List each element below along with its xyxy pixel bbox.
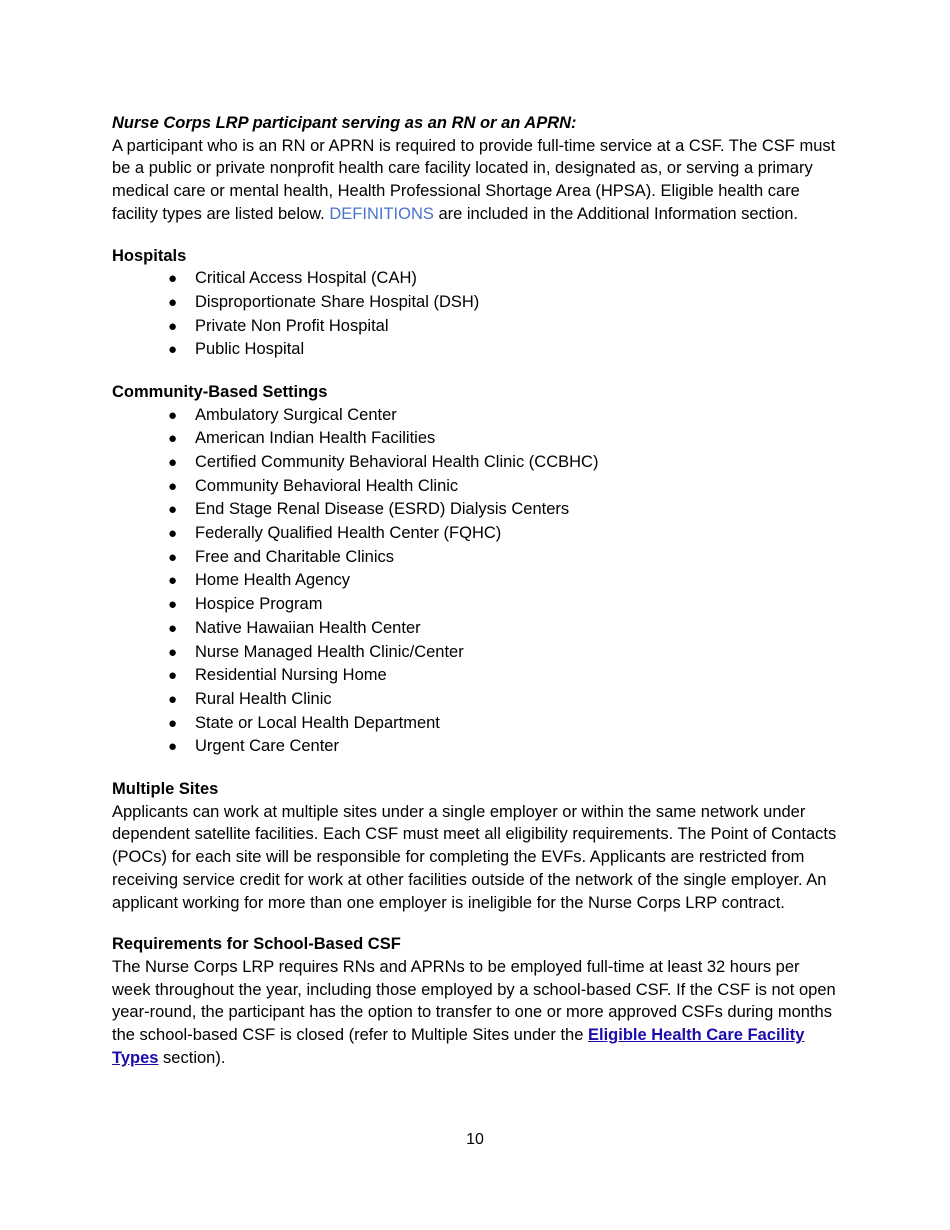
list-item: ● Federally Qualified Health Center (FQHC) [112,522,837,546]
list-item: ● Community Behavioral Health Clinic [112,475,837,499]
bullet-icon: ● [168,430,178,448]
bullet-icon: ● [168,454,178,472]
eligible-facility-types-link[interactable]: Eligible Health Care Facility Types [112,1026,805,1067]
intro-text-before-link: A participant who is an RN or APRN is required to provide full-time service at a CSF. The CSF must be a public or private nonprofit health care facility located in, designated as, or serving a primary medical care or mental health, Health Professional Shortage Area (HPSA). Eligible health care facility types are listed below. [112,136,836,223]
bullet-icon: ● [168,714,178,732]
list-item: ● Nurse Managed Health Clinic/Center [112,641,837,665]
bullet-icon: ● [168,270,178,288]
bullet-icon: ● [168,667,178,685]
bullet-icon: ● [168,525,178,543]
bullet-icon: ● [168,477,178,495]
list-item: ● State or Local Health Department [112,712,837,736]
list-item: ● Ambulatory Surgical Center [112,404,837,428]
bullet-icon: ● [168,293,178,311]
bullet-icon: ● [168,548,178,566]
bullet-icon: ● [168,690,178,708]
school-based-text-before-link: The Nurse Corps LRP requires RNs and APRNs to be employed full-time at least 32 hours per week throughout the year, including those employed by a school-based CSF. If the CSF is not open year-round, the participant has the option to transfer to one or more approved CSFs during months the school-based CSF is closed (refer to Multiple Sites under the [112,957,836,1045]
multiple-sites-heading: Multiple Sites [112,779,219,798]
list-item: ● Hospice Program [112,593,837,617]
intro-text-after-link: are included in the Additional Information section. [433,204,799,223]
community-list [112,404,837,759]
list-item: ● Free and Charitable Clinics [112,546,837,570]
list-item: ● Residential Nursing Home [112,664,837,688]
list-item: ● Native Hawaiian Health Center [112,617,837,641]
hospitals-heading: Hospitals [112,246,187,265]
list-item: ● End Stage Renal Disease (ESRD) Dialysis Centers [112,498,837,522]
bullet-icon: ● [168,619,178,637]
bullet-icon: ● [168,596,178,614]
list-item: ● Critical Access Hospital (CAH) [112,267,837,291]
bullet-icon: ● [168,406,178,424]
list-item: ● Home Health Agency [112,569,837,593]
school-based-paragraph [112,956,837,1070]
hospitals-list [112,267,837,362]
definitions-link[interactable]: DEFINITIONS [329,204,434,223]
intro-paragraph [112,135,837,226]
community-heading: Community-Based Settings [112,382,328,401]
list-item: ● American Indian Health Facilities [112,427,837,451]
bullet-icon: ● [168,572,178,590]
list-item: ● Urgent Care Center [112,735,837,759]
bullet-icon: ● [168,643,178,661]
list-item: ● Rural Health Clinic [112,688,837,712]
intro-heading: Nurse Corps LRP participant serving as an RN or an APRN: [112,114,577,132]
bullet-icon: ● [168,341,178,359]
bullet-icon: ● [168,738,178,756]
list-item: ● Disproportionate Share Hospital (DSH) [112,291,837,315]
bullet-icon: ● [168,317,178,335]
multiple-sites-paragraph: Applicants can work at multiple sites under a single employer or within the same network under dependent satellite facilities. Each CSF must meet all eligibility requirements. The Point of Contacts (POCs) for each site will be responsible for completing the EVFs. Applicants are restricted from receiving service credit for work at other facilities outside of the network of the single employer. An applicant working for more than one employer is ineligible for the Nurse Corps LRP contract. [112,802,837,912]
school-based-text-after-link: section). [158,1048,226,1067]
list-item: ● Public Hospital [112,338,837,362]
list-item: ● Certified Community Behavioral Health Clinic (CCBHC) [112,451,837,475]
document-page [112,112,837,1069]
bullet-icon: ● [168,501,178,519]
school-based-heading: Requirements for School-Based CSF [112,935,401,954]
page-number: 10 [466,1131,484,1148]
list-item: ● Private Non Profit Hospital [112,315,837,339]
